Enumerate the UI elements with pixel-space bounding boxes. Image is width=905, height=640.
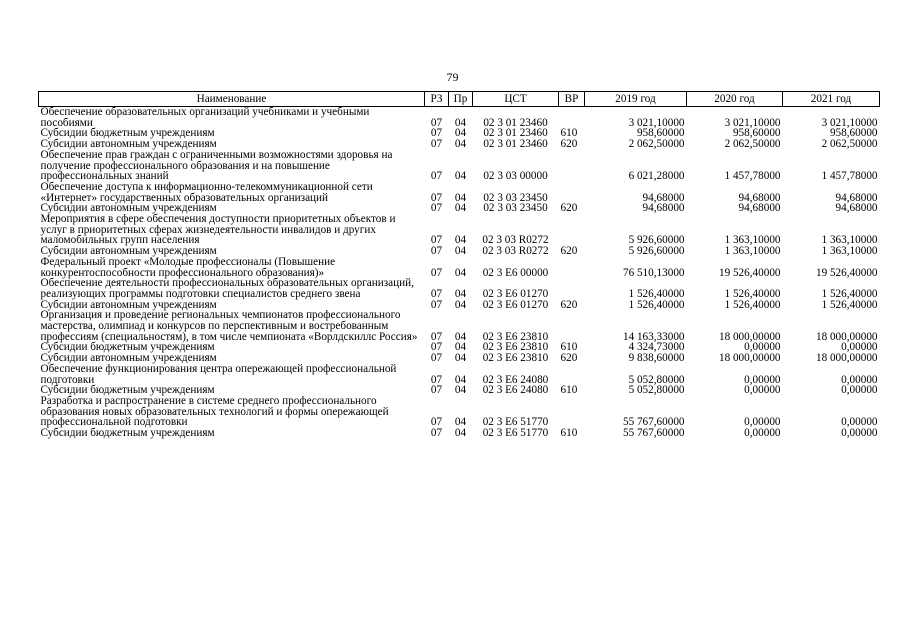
row-name: Субсидии автономным учреждениям — [40, 352, 217, 365]
row-2021-amount: 1 363,10000 — [821, 234, 878, 247]
row-cst: 02 3 E6 01270 — [482, 287, 549, 300]
row-2021-amount: 0,00000 — [841, 416, 878, 429]
row-cst: 02 3 03 R0272 — [482, 245, 549, 258]
row-name: Субсидии автономным учреждениям — [40, 298, 217, 311]
row-rz: 07 — [430, 298, 443, 311]
row-vr — [559, 364, 585, 385]
header-vr: ВР — [559, 92, 585, 107]
row-2021-amount: 1 526,40000 — [821, 287, 878, 300]
row-rz: 07 — [430, 138, 443, 151]
row-cst: 02 3 E6 01270 — [482, 298, 549, 311]
row-2021-amount: 94,68000 — [835, 202, 878, 215]
row-name: Обеспечение деятельности профессиональных образовательных организаций, реализующих программы подготовки специалистов среднего звена — [40, 277, 414, 300]
row-2021-amount: 2 062,50000 — [821, 138, 878, 151]
row-pr: 04 — [454, 170, 467, 183]
row-vr: 610 — [560, 384, 578, 397]
page-number: 79 — [446, 70, 459, 84]
row-cst: 02 3 03 23450 — [483, 191, 548, 204]
row-2019-amount: 55 767,60000 — [622, 416, 685, 429]
row-pr: 04 — [454, 287, 467, 300]
row-pr: 04 — [454, 138, 467, 151]
row-2021-amount: 19 526,40000 — [815, 266, 878, 279]
row-2019-amount: 1 526,40000 — [628, 298, 685, 311]
row-pr: 04 — [454, 427, 467, 440]
row-cst: 02 3 E6 51770 — [482, 427, 549, 440]
row-2019-amount: 94,68000 — [642, 202, 685, 215]
row-name: Разработка и распространение в системе среднего профессионального образования новых образовательных технологий и формы опережающей профессиональной подготовки — [40, 394, 389, 429]
row-2020-amount: 1 526,40000 — [724, 298, 781, 311]
row-rz: 07 — [430, 245, 443, 258]
row-rz: 07 — [430, 266, 443, 279]
row-pr: 04 — [454, 373, 467, 386]
header-2020: 2020 год — [687, 92, 783, 107]
row-2020-amount: 1 457,78000 — [724, 170, 781, 183]
row-rz: 07 — [430, 416, 443, 429]
table-row — [39, 428, 880, 439]
row-rz: 07 — [430, 287, 443, 300]
row-pr: 04 — [454, 234, 467, 247]
row-2020-amount: 94,68000 — [738, 202, 781, 215]
row-2021-amount: 0,00000 — [841, 384, 878, 397]
row-vr — [559, 182, 585, 203]
row-rz: 07 — [430, 341, 443, 354]
row-cst: 02 3 E6 23810 — [482, 352, 549, 365]
table-header — [39, 92, 880, 107]
row-2021-amount: 1 526,40000 — [821, 298, 878, 311]
table-row — [39, 107, 880, 129]
row-2020-amount: 0,00000 — [744, 373, 781, 386]
row-2019-amount: 14 163,33000 — [622, 330, 685, 343]
table-row — [39, 364, 880, 385]
budget-table — [38, 91, 880, 439]
row-2019-amount: 5 052,80000 — [628, 384, 685, 397]
row-rz: 07 — [430, 352, 443, 365]
row-rz: 07 — [430, 234, 443, 247]
row-cst: 02 3 03 R0272 — [482, 234, 549, 247]
header-2021: 2021 год — [783, 92, 880, 107]
table-row — [39, 396, 880, 428]
row-2020-amount: 1 526,40000 — [724, 287, 781, 300]
row-vr: 620 — [560, 202, 578, 215]
row-name: Субсидии автономным учреждениям — [40, 245, 217, 258]
row-vr — [559, 278, 585, 299]
table-row — [39, 257, 880, 278]
row-name: Обеспечение образовательных организаций учебниками и учебными пособиями — [40, 106, 370, 129]
row-2020-amount: 18 000,00000 — [718, 352, 781, 365]
row-pr: 04 — [454, 191, 467, 204]
row-pr: 04 — [454, 341, 467, 354]
row-cst: 02 3 E6 00000 — [482, 266, 549, 279]
row-pr: 04 — [454, 416, 467, 429]
row-2020-amount: 94,68000 — [738, 191, 781, 204]
row-cst: 02 3 01 23460 — [483, 138, 548, 151]
row-vr: 610 — [560, 341, 578, 354]
row-2019-amount: 4 324,73000 — [628, 341, 685, 354]
row-2019-amount: 958,60000 — [636, 127, 685, 140]
row-name: Субсидии бюджетным учреждениям — [40, 127, 215, 140]
row-2020-amount: 3 021,10000 — [724, 116, 781, 129]
row-2020-amount: 958,60000 — [732, 127, 781, 140]
row-pr: 04 — [454, 245, 467, 258]
row-2020-amount: 0,00000 — [744, 416, 781, 429]
row-2019-amount: 76 510,13000 — [622, 266, 685, 279]
row-2019-amount: 5 926,60000 — [628, 245, 685, 258]
row-cst: 02 3 E6 23810 — [482, 341, 549, 354]
row-pr: 04 — [454, 352, 467, 365]
row-rz: 07 — [430, 116, 443, 129]
row-rz: 07 — [430, 202, 443, 215]
header-cst: ЦСТ — [473, 92, 559, 107]
row-rz: 07 — [430, 191, 443, 204]
row-2019-amount: 2 062,50000 — [628, 138, 685, 151]
row-2020-amount: 18 000,00000 — [718, 330, 781, 343]
row-vr — [559, 214, 585, 246]
row-pr: 04 — [454, 202, 467, 215]
row-2021-amount: 1 363,10000 — [821, 245, 878, 258]
table-row — [39, 182, 880, 203]
row-vr: 620 — [560, 352, 578, 365]
row-vr — [559, 107, 585, 129]
row-cst: 02 3 E6 23810 — [482, 330, 549, 343]
row-name: Федеральный проект «Молодые профессионалы (Повышение конкурентоспособности профессионального образования)» — [40, 255, 336, 279]
row-cst: 02 3 03 23450 — [483, 202, 548, 215]
header-pr: Пр — [449, 92, 473, 107]
row-cst: 02 3 01 23460 — [483, 116, 548, 129]
row-2019-amount: 1 526,40000 — [628, 287, 685, 300]
row-name: Обеспечение прав граждан с ограниченными возможностями здоровья на получение профессионального образования и на повышение профессиональных знаний — [40, 148, 393, 183]
row-2021-amount: 18 000,00000 — [815, 352, 878, 365]
header-2019: 2019 год — [585, 92, 687, 107]
row-2019-amount: 3 021,10000 — [628, 116, 685, 129]
row-name: Мероприятия в сфере обеспечения доступности приоритетных объектов и услуг в приоритетных сферах жизнедеятельности инвалидов и других маломобильных групп населения — [40, 213, 396, 247]
row-2019-amount: 5 052,80000 — [628, 373, 685, 386]
table-row — [39, 214, 880, 246]
row-name: Субсидии бюджетным учреждениям — [40, 427, 215, 440]
row-pr: 04 — [454, 266, 467, 279]
row-name: Субсидии бюджетным учреждениям — [40, 341, 215, 354]
row-pr: 04 — [454, 116, 467, 129]
row-vr — [559, 310, 585, 342]
row-vr: 610 — [560, 427, 578, 440]
row-2019-amount: 6 021,28000 — [628, 170, 685, 183]
row-2020-amount: 19 526,40000 — [718, 266, 781, 279]
row-rz: 07 — [430, 170, 443, 183]
row-2021-amount: 94,68000 — [835, 191, 878, 204]
table-row — [39, 150, 880, 182]
row-2021-amount: 0,00000 — [841, 341, 878, 354]
row-rz: 07 — [430, 384, 443, 397]
row-rz: 07 — [430, 330, 443, 343]
row-2021-amount: 1 457,78000 — [821, 170, 878, 183]
table-row — [39, 278, 880, 299]
row-2019-amount: 5 926,60000 — [628, 234, 685, 247]
row-cst: 02 3 03 00000 — [483, 170, 548, 183]
table-body — [39, 107, 880, 439]
row-vr: 620 — [560, 138, 578, 151]
row-2019-amount: 9 838,60000 — [628, 352, 685, 365]
row-pr: 04 — [454, 298, 467, 311]
row-name: Субсидии бюджетным учреждениям — [40, 384, 215, 397]
row-pr: 04 — [454, 330, 467, 343]
row-2021-amount: 0,00000 — [841, 373, 878, 386]
row-vr: 610 — [560, 127, 578, 140]
row-vr — [559, 150, 585, 182]
row-2020-amount: 0,00000 — [744, 341, 781, 354]
row-2021-amount: 18 000,00000 — [815, 330, 878, 343]
row-name: Субсидии автономным учреждениям — [40, 202, 217, 215]
row-2021-amount: 0,00000 — [841, 427, 878, 440]
row-2020-amount: 0,00000 — [744, 384, 781, 397]
row-name: Обеспечение доступа к информационно-телекоммуникационной сети «Интернет» государственных образовательных организаций — [40, 180, 373, 204]
row-pr: 04 — [454, 384, 467, 397]
row-2019-amount: 55 767,60000 — [622, 427, 685, 440]
row-rz: 07 — [430, 427, 443, 440]
row-name: Обеспечение функционирования центра опережающей профессиональной подготовки — [40, 362, 397, 386]
row-cst: 02 3 E6 24080 — [482, 384, 549, 397]
row-vr — [559, 257, 585, 278]
row-2020-amount: 1 363,10000 — [724, 245, 781, 258]
row-vr: 620 — [560, 245, 578, 258]
row-rz: 07 — [430, 373, 443, 386]
row-vr — [559, 396, 585, 428]
row-2020-amount: 2 062,50000 — [724, 138, 781, 151]
row-2021-amount: 3 021,10000 — [821, 116, 878, 129]
row-rz: 07 — [430, 127, 443, 140]
row-2021-amount: 958,60000 — [829, 127, 878, 140]
row-cst: 02 3 E6 51770 — [482, 416, 549, 429]
row-2020-amount: 1 363,10000 — [724, 234, 781, 247]
row-cst: 02 3 E6 24080 — [482, 373, 549, 386]
header-rz: РЗ — [425, 92, 449, 107]
row-name: Субсидии автономным учреждениям — [40, 138, 217, 151]
header-name: Наименование — [39, 92, 425, 107]
row-cst: 02 3 01 23460 — [483, 127, 548, 140]
row-2020-amount: 0,00000 — [744, 427, 781, 440]
row-name: Организация и проведение региональных чемпионатов профессионального мастерства, олимпиад и конкурсов по перспективным и востребованным профессиям (специальностям), в том числе чемпионата «Ворлдскиллс Россия» — [40, 309, 418, 343]
row-2019-amount: 94,68000 — [642, 191, 685, 204]
table-row — [39, 310, 880, 342]
row-vr: 620 — [560, 298, 578, 311]
row-pr: 04 — [454, 127, 467, 140]
